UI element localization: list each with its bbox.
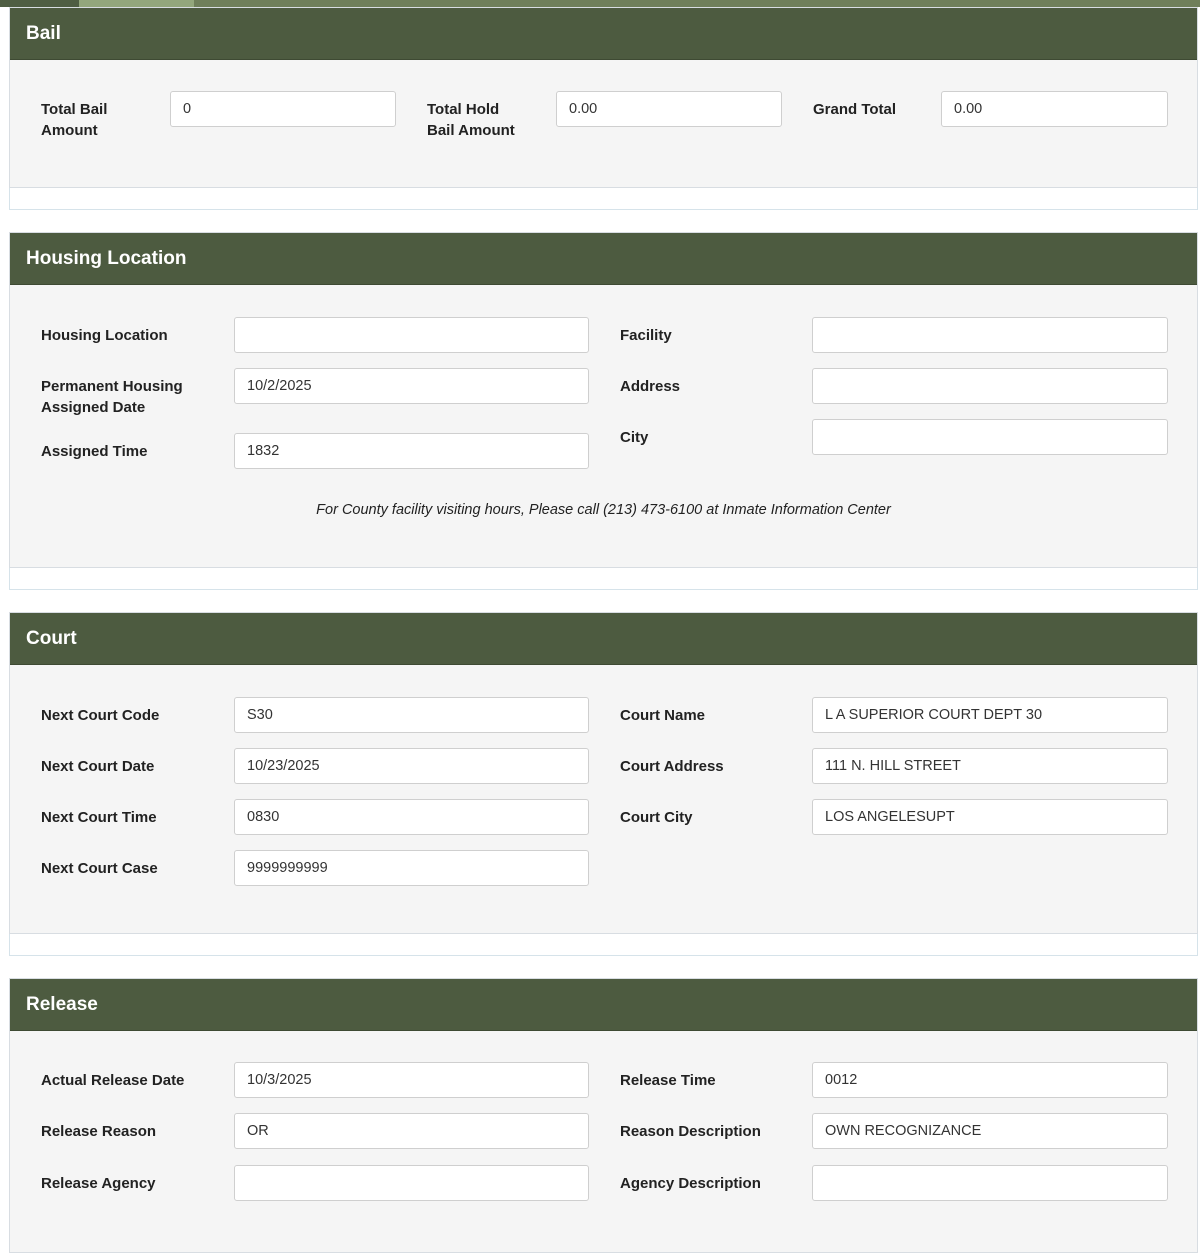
- next-court-case-label: Next Court Case: [41, 860, 158, 877]
- release-agency-label: Release Agency: [41, 1175, 156, 1192]
- release-section: [9, 978, 1198, 1253]
- top-strip: [0, 0, 1200, 7]
- actual-release-date-field[interactable]: 10/3/2025: [234, 1062, 589, 1098]
- release-reason-field[interactable]: OR: [234, 1113, 589, 1149]
- court-city-field[interactable]: LOS ANGELESUPT: [812, 799, 1168, 835]
- release-header: [10, 979, 1197, 1031]
- housing-title: Housing Location: [26, 248, 187, 269]
- permanent-housing-date-field[interactable]: 10/2/2025: [234, 368, 589, 404]
- court-city-label: Court City: [620, 809, 693, 826]
- court-name-field[interactable]: L A SUPERIOR COURT DEPT 30: [812, 697, 1168, 733]
- housing-section: [9, 232, 1198, 568]
- total-hold-bail-label: Total Hold Bail Amount: [427, 101, 515, 139]
- release-time-field[interactable]: 0012: [812, 1062, 1168, 1098]
- bail-title: Bail: [26, 23, 61, 44]
- court-title: Court: [26, 628, 77, 649]
- section-footer: [9, 934, 1198, 956]
- bail-section: [9, 7, 1198, 188]
- next-court-case-field[interactable]: 9999999999: [234, 850, 589, 886]
- address-field[interactable]: [812, 368, 1168, 404]
- housing-header: [10, 233, 1197, 285]
- facility-label: Facility: [620, 327, 672, 344]
- bail-header: [10, 8, 1197, 60]
- address-label: Address: [620, 378, 681, 395]
- housing-location-label: Housing Location: [41, 327, 168, 344]
- reason-description-field[interactable]: OWN RECOGNIZANCE: [812, 1113, 1168, 1149]
- permanent-housing-date-label: Permanent Housing Assigned Date: [41, 378, 183, 416]
- agency-description-label: Agency Description: [620, 1175, 761, 1192]
- court-section: [9, 612, 1198, 934]
- court-address-field[interactable]: 111 N. HILL STREET: [812, 748, 1168, 784]
- assigned-time-field[interactable]: 1832: [234, 433, 589, 469]
- top-strip-segment: [0, 0, 79, 7]
- next-court-code-field[interactable]: S30: [234, 697, 589, 733]
- release-time-label: Release Time: [620, 1072, 716, 1089]
- visiting-hours-note: For County facility visiting hours, Please call (213) 473-6100 at Inmate Information Center: [316, 502, 891, 518]
- total-bail-field[interactable]: 0: [170, 91, 396, 127]
- next-court-time-field[interactable]: 0830: [234, 799, 589, 835]
- next-court-time-label: Next Court Time: [41, 809, 157, 826]
- court-header: [10, 613, 1197, 665]
- release-title: Release: [26, 994, 98, 1015]
- city-label: City: [620, 429, 649, 446]
- release-agency-field[interactable]: [234, 1165, 589, 1201]
- section-footer: [9, 568, 1198, 590]
- total-hold-bail-field[interactable]: 0.00: [556, 91, 782, 127]
- agency-description-field[interactable]: [812, 1165, 1168, 1201]
- grand-total-label: Grand Total: [813, 101, 897, 118]
- grand-total-field[interactable]: 0.00: [941, 91, 1168, 127]
- city-field[interactable]: [812, 419, 1168, 455]
- court-address-label: Court Address: [620, 758, 724, 775]
- next-court-date-label: Next Court Date: [41, 758, 155, 775]
- housing-location-field[interactable]: [234, 317, 589, 353]
- section-footer: [9, 188, 1198, 210]
- facility-field[interactable]: [812, 317, 1168, 353]
- reason-description-label: Reason Description: [620, 1123, 761, 1140]
- release-reason-label: Release Reason: [41, 1123, 157, 1140]
- top-strip-segment-active: [79, 0, 194, 7]
- next-court-date-field[interactable]: 10/23/2025: [234, 748, 589, 784]
- assigned-time-label: Assigned Time: [41, 443, 148, 460]
- court-name-label: Court Name: [620, 707, 706, 724]
- total-bail-label: Total Bail Amount: [41, 101, 108, 139]
- next-court-code-label: Next Court Code: [41, 707, 160, 724]
- actual-release-date-label: Actual Release Date: [41, 1072, 185, 1089]
